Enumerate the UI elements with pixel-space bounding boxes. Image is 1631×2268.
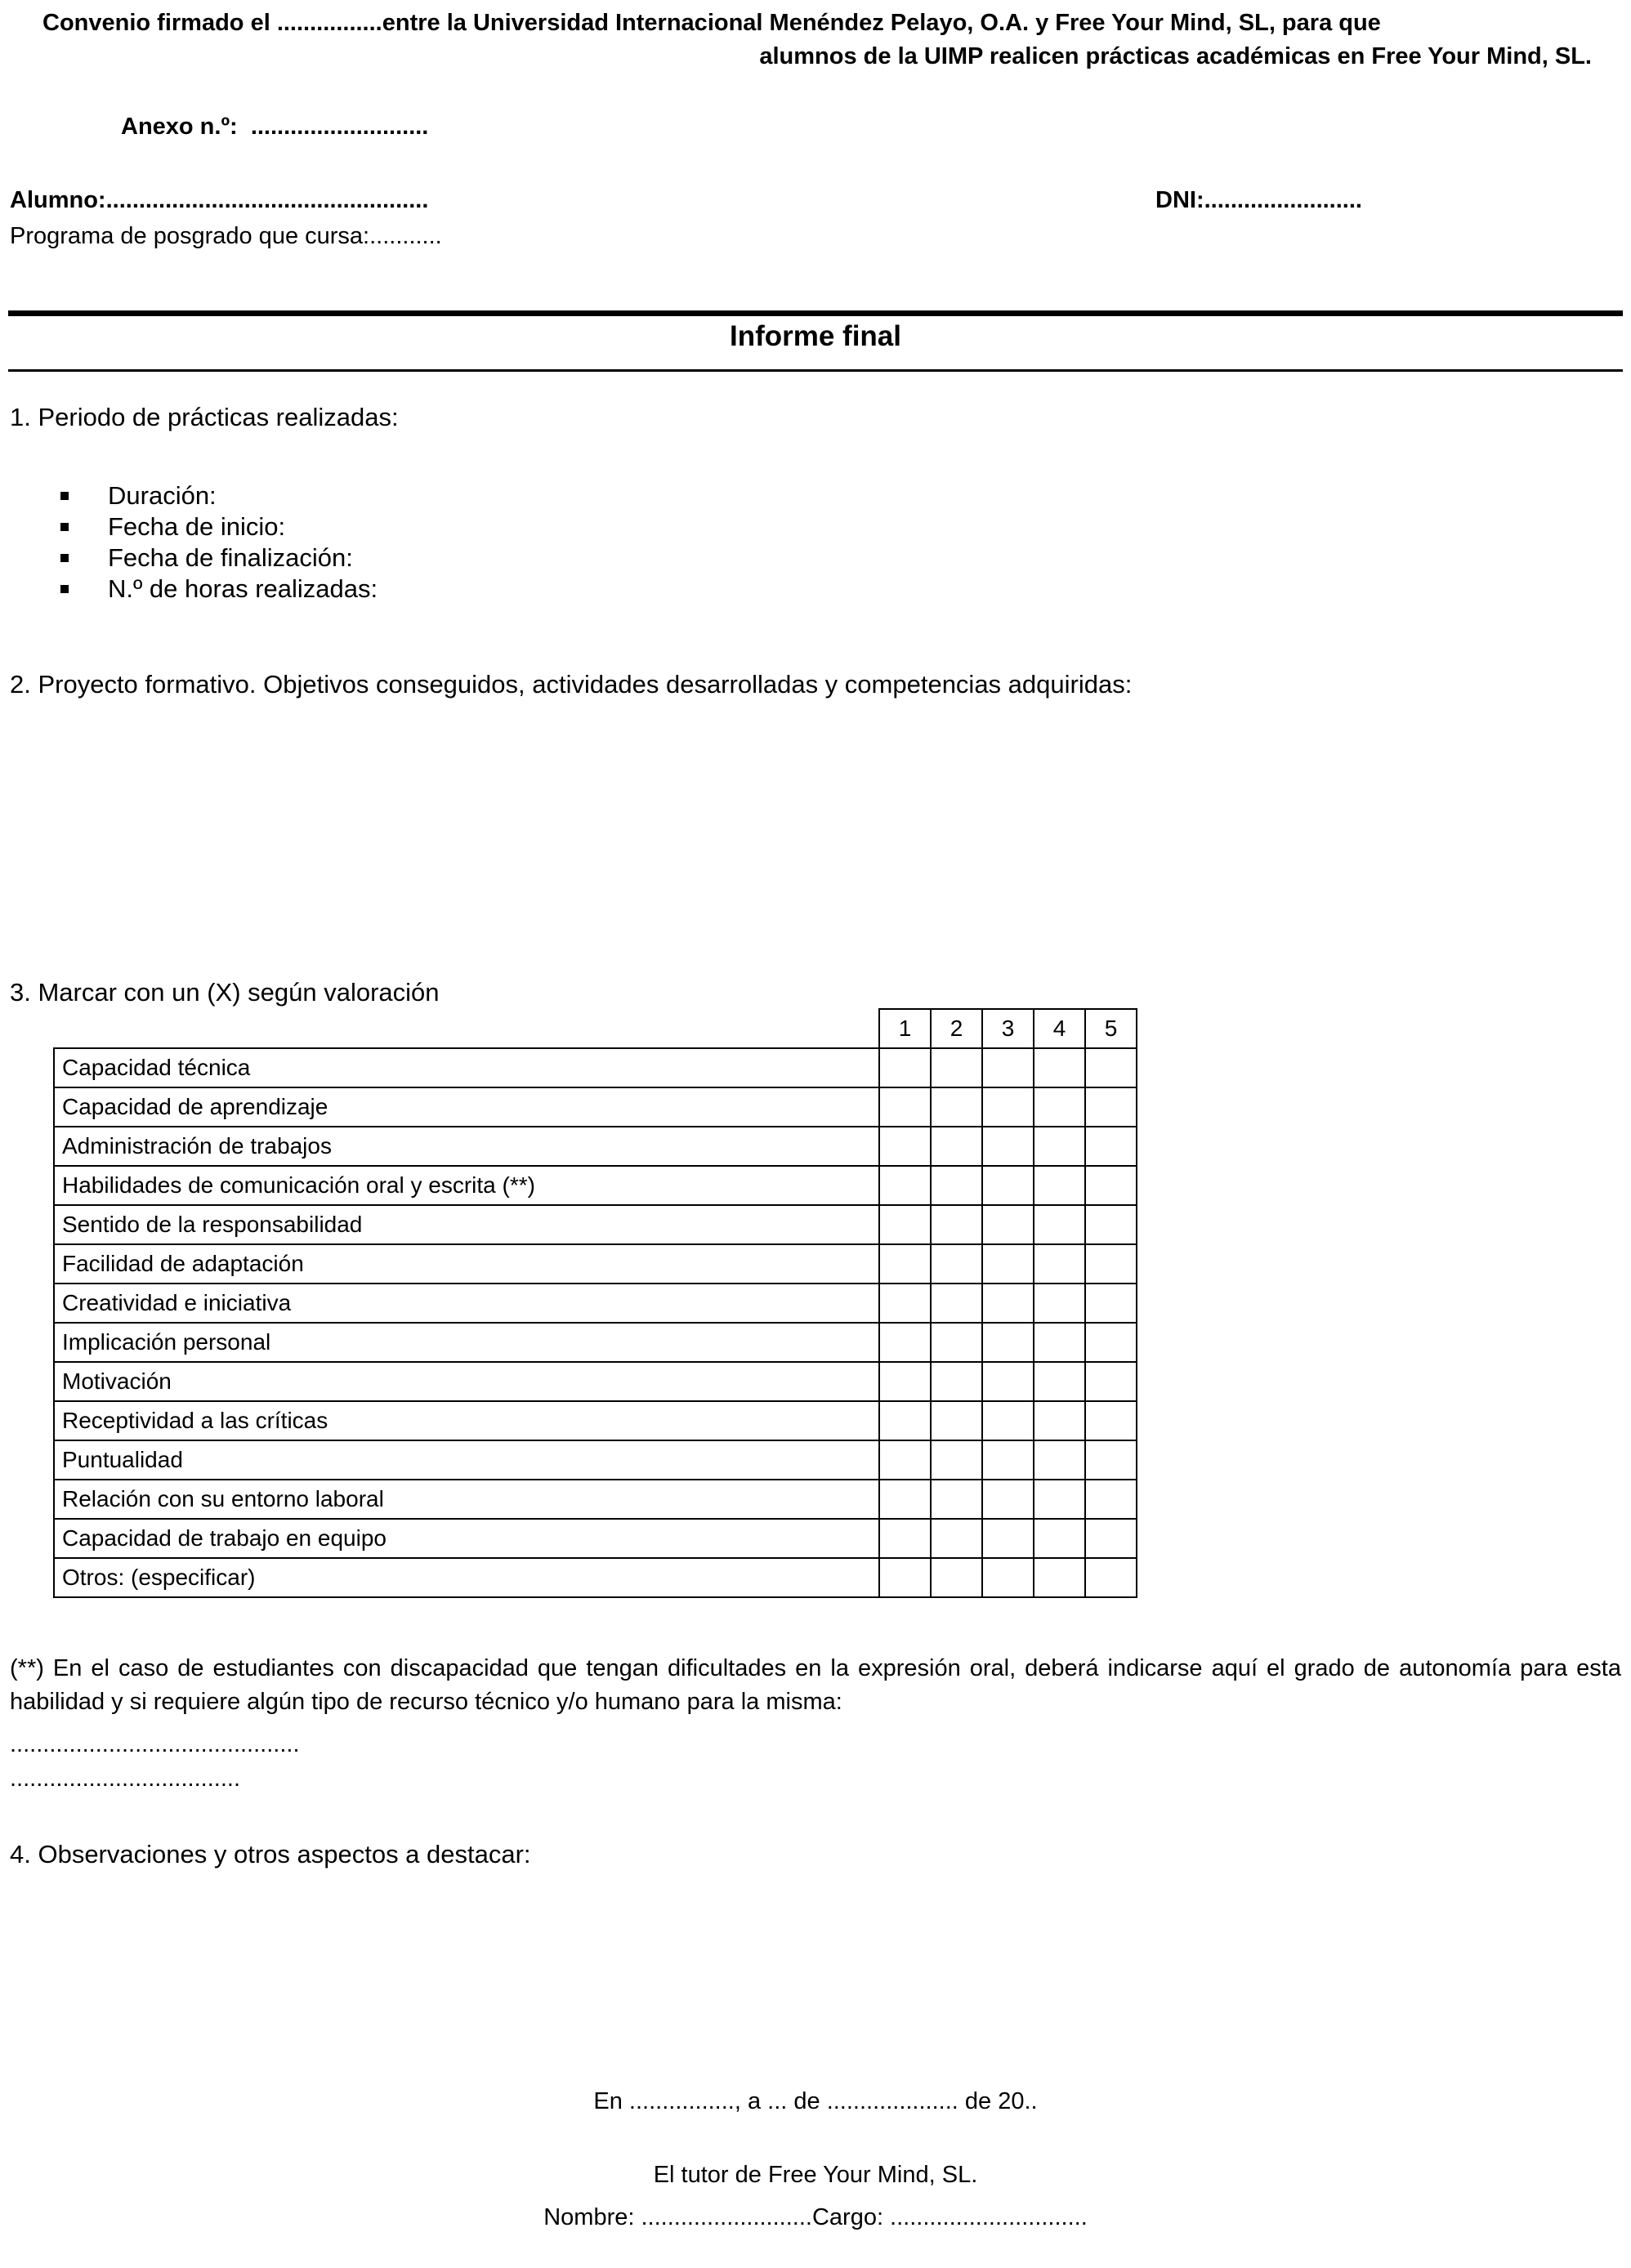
score-checkbox-cell-3[interactable] bbox=[982, 1127, 1034, 1166]
table-row bbox=[54, 1480, 1137, 1519]
footnote-paragraph: (**) En el caso de estudiantes con discapacidad que tengan dificultades en la expresión oral, deberá indicarse aquí el grado de autonomía para esta habilidad y si requiere algún tipo de recurso técnico y/o humano para la misma: bbox=[10, 1655, 1621, 1716]
score-checkbox-cell-2[interactable] bbox=[931, 1440, 982, 1480]
title-rule-top bbox=[8, 310, 1623, 316]
criterion-label: Puntualidad bbox=[54, 1440, 879, 1480]
criterion-label: Receptividad a las críticas bbox=[54, 1401, 879, 1440]
footnote-dotted-line-1[interactable]: ............................................ bbox=[10, 1731, 300, 1757]
signature-place-date-line[interactable]: En ................, a ... de .................... de 20.. bbox=[593, 2088, 1038, 2114]
score-checkbox-cell-2[interactable] bbox=[931, 1127, 982, 1166]
score-checkbox-cell-2[interactable] bbox=[931, 1284, 982, 1323]
criterion-label: Habilidades de comunicación oral y escrita (**) bbox=[54, 1166, 879, 1205]
title-rule-bottom bbox=[8, 369, 1623, 372]
table-corner-cell bbox=[54, 1009, 879, 1048]
table-row bbox=[54, 1558, 1137, 1597]
rating-table-container bbox=[53, 1008, 1137, 1598]
section-4-heading: 4. Observaciones y otros aspectos a destacar: bbox=[10, 1840, 531, 1868]
score-checkbox-cell-4[interactable] bbox=[1034, 1323, 1085, 1362]
score-header-4: 4 bbox=[1034, 1009, 1085, 1048]
square-bullet-icon bbox=[60, 554, 69, 562]
score-header-1: 1 bbox=[879, 1009, 931, 1048]
score-checkbox-cell-4[interactable] bbox=[1034, 1362, 1085, 1401]
footnote-dotted-line-2[interactable]: ................................... bbox=[10, 1766, 240, 1792]
score-checkbox-cell-5[interactable] bbox=[1085, 1440, 1137, 1480]
score-checkbox-cell-5[interactable] bbox=[1085, 1127, 1137, 1166]
table-header-row bbox=[54, 1009, 1137, 1048]
score-checkbox-cell-5[interactable] bbox=[1085, 1087, 1137, 1127]
signature-name-position-line[interactable]: Nombre: ..........................Cargo: .............................. bbox=[543, 2204, 1088, 2230]
score-checkbox-cell-4[interactable] bbox=[1034, 1284, 1085, 1323]
score-checkbox-cell-2[interactable] bbox=[931, 1558, 982, 1597]
score-checkbox-cell-1[interactable] bbox=[879, 1480, 931, 1519]
score-header-2: 2 bbox=[931, 1009, 982, 1048]
score-checkbox-cell-1[interactable] bbox=[879, 1205, 931, 1244]
score-checkbox-cell-4[interactable] bbox=[1034, 1205, 1085, 1244]
criterion-label: Capacidad técnica bbox=[54, 1048, 879, 1087]
table-row bbox=[54, 1087, 1137, 1127]
list-item-label: Duración: bbox=[108, 481, 217, 510]
score-checkbox-cell-5[interactable] bbox=[1085, 1480, 1137, 1519]
score-checkbox-cell-2[interactable] bbox=[931, 1362, 982, 1401]
table-row bbox=[54, 1244, 1137, 1284]
score-checkbox-cell-3[interactable] bbox=[982, 1244, 1034, 1284]
score-checkbox-cell-4[interactable] bbox=[1034, 1244, 1085, 1284]
score-checkbox-cell-2[interactable] bbox=[931, 1480, 982, 1519]
list-item-label: Fecha de finalización: bbox=[108, 543, 353, 573]
score-checkbox-cell-3[interactable] bbox=[982, 1087, 1034, 1127]
section-2-heading: 2. Proyecto formativo. Objetivos conseguidos, actividades desarrolladas y competencias adquiridas: bbox=[10, 670, 1133, 699]
programa-posgrado-field[interactable]: Programa de posgrado que cursa:........... bbox=[10, 223, 442, 249]
criterion-label: Capacidad de trabajo en equipo bbox=[54, 1519, 879, 1558]
score-checkbox-cell-5[interactable] bbox=[1085, 1284, 1137, 1323]
score-checkbox-cell-2[interactable] bbox=[931, 1087, 982, 1127]
score-checkbox-cell-1[interactable] bbox=[879, 1519, 931, 1558]
list-item-label: N.º de horas realizadas: bbox=[108, 574, 378, 604]
score-checkbox-cell-2[interactable] bbox=[931, 1205, 982, 1244]
table-row bbox=[54, 1127, 1137, 1166]
table-row bbox=[54, 1323, 1137, 1362]
alumno-field[interactable]: Alumno:................................................. bbox=[10, 187, 429, 213]
score-checkbox-cell-3[interactable] bbox=[982, 1048, 1034, 1087]
score-checkbox-cell-2[interactable] bbox=[931, 1048, 982, 1087]
list-item bbox=[10, 511, 378, 542]
score-checkbox-cell-2[interactable] bbox=[931, 1401, 982, 1440]
section-3-heading: 3. Marcar con un (X) según valoración bbox=[10, 978, 440, 1007]
score-checkbox-cell-3[interactable] bbox=[982, 1323, 1034, 1362]
anexo-number-field[interactable]: Anexo n.º: ........................... bbox=[121, 114, 429, 140]
score-checkbox-cell-4[interactable] bbox=[1034, 1401, 1085, 1440]
convenio-line-2: alumnos de la UIMP realicen prácticas académicas en Free Your Mind, SL. bbox=[759, 43, 1592, 70]
score-checkbox-cell-3[interactable] bbox=[982, 1284, 1034, 1323]
score-checkbox-cell-1[interactable] bbox=[879, 1362, 931, 1401]
criterion-label: Administración de trabajos bbox=[54, 1127, 879, 1166]
score-checkbox-cell-3[interactable] bbox=[982, 1362, 1034, 1401]
table-row bbox=[54, 1362, 1137, 1401]
score-checkbox-cell-5[interactable] bbox=[1085, 1401, 1137, 1440]
score-checkbox-cell-3[interactable] bbox=[982, 1440, 1034, 1480]
score-checkbox-cell-2[interactable] bbox=[931, 1323, 982, 1362]
criterion-label: Sentido de la responsabilidad bbox=[54, 1205, 879, 1244]
score-checkbox-cell-4[interactable] bbox=[1034, 1127, 1085, 1166]
score-checkbox-cell-1[interactable] bbox=[879, 1048, 931, 1087]
score-checkbox-cell-4[interactable] bbox=[1034, 1087, 1085, 1127]
score-checkbox-cell-1[interactable] bbox=[879, 1127, 931, 1166]
score-checkbox-cell-5[interactable] bbox=[1085, 1166, 1137, 1205]
score-checkbox-cell-5[interactable] bbox=[1085, 1244, 1137, 1284]
score-checkbox-cell-5[interactable] bbox=[1085, 1205, 1137, 1244]
period-bullet-list bbox=[10, 480, 378, 605]
score-checkbox-cell-5[interactable] bbox=[1085, 1362, 1137, 1401]
criterion-label: Motivación bbox=[54, 1362, 879, 1401]
score-checkbox-cell-1[interactable] bbox=[879, 1087, 931, 1127]
signature-tutor-line: El tutor de Free Your Mind, SL. bbox=[653, 2162, 978, 2188]
score-checkbox-cell-5[interactable] bbox=[1085, 1519, 1137, 1558]
score-checkbox-cell-3[interactable] bbox=[982, 1480, 1034, 1519]
rating-table bbox=[53, 1008, 1137, 1598]
table-row bbox=[54, 1205, 1137, 1244]
score-checkbox-cell-2[interactable] bbox=[931, 1244, 982, 1284]
square-bullet-icon bbox=[60, 585, 69, 593]
score-checkbox-cell-2[interactable] bbox=[931, 1519, 982, 1558]
score-checkbox-cell-4[interactable] bbox=[1034, 1480, 1085, 1519]
square-bullet-icon bbox=[60, 523, 69, 531]
table-row bbox=[54, 1401, 1137, 1440]
list-item bbox=[10, 542, 378, 574]
score-header-3: 3 bbox=[982, 1009, 1034, 1048]
convenio-line-1: Convenio firmado el ................entre la Universidad Internacional Menéndez Pelayo, O.A. y Free Your Mind, SL, para que bbox=[42, 10, 1381, 36]
score-checkbox-cell-4[interactable] bbox=[1034, 1166, 1085, 1205]
score-checkbox-cell-4[interactable] bbox=[1034, 1048, 1085, 1087]
table-row bbox=[54, 1440, 1137, 1480]
table-row bbox=[54, 1284, 1137, 1323]
table-row bbox=[54, 1166, 1137, 1205]
score-checkbox-cell-4[interactable] bbox=[1034, 1519, 1085, 1558]
page-title: Informe final bbox=[729, 320, 902, 352]
criterion-label: Capacidad de aprendizaje bbox=[54, 1087, 879, 1127]
score-checkbox-cell-1[interactable] bbox=[879, 1323, 931, 1362]
score-checkbox-cell-4[interactable] bbox=[1034, 1558, 1085, 1597]
score-checkbox-cell-3[interactable] bbox=[982, 1205, 1034, 1244]
dni-field[interactable]: DNI:........................ bbox=[1155, 187, 1362, 213]
section-1-heading: 1. Periodo de prácticas realizadas: bbox=[10, 403, 399, 431]
score-checkbox-cell-2[interactable] bbox=[931, 1166, 982, 1205]
score-checkbox-cell-3[interactable] bbox=[982, 1401, 1034, 1440]
score-checkbox-cell-1[interactable] bbox=[879, 1401, 931, 1440]
criterion-label: Otros: (especificar) bbox=[54, 1558, 879, 1597]
score-checkbox-cell-1[interactable] bbox=[879, 1244, 931, 1284]
score-header-5: 5 bbox=[1085, 1009, 1137, 1048]
convenio-header bbox=[42, 7, 1592, 74]
list-item bbox=[10, 574, 378, 605]
list-item bbox=[10, 480, 378, 511]
score-checkbox-cell-1[interactable] bbox=[879, 1284, 931, 1323]
score-checkbox-cell-5[interactable] bbox=[1085, 1558, 1137, 1597]
criterion-label: Implicación personal bbox=[54, 1323, 879, 1362]
score-checkbox-cell-1[interactable] bbox=[879, 1440, 931, 1480]
table-row bbox=[54, 1519, 1137, 1558]
score-checkbox-cell-5[interactable] bbox=[1085, 1048, 1137, 1087]
rating-table-body bbox=[54, 1048, 1137, 1597]
score-checkbox-cell-3[interactable] bbox=[982, 1166, 1034, 1205]
score-checkbox-cell-3[interactable] bbox=[982, 1558, 1034, 1597]
criterion-label: Relación con su entorno laboral bbox=[54, 1480, 879, 1519]
table-row bbox=[54, 1048, 1137, 1087]
list-item-label: Fecha de inicio: bbox=[108, 512, 286, 542]
score-checkbox-cell-1[interactable] bbox=[879, 1166, 931, 1205]
score-checkbox-cell-1[interactable] bbox=[879, 1558, 931, 1597]
criterion-label: Creatividad e iniciativa bbox=[54, 1284, 879, 1323]
criterion-label: Facilidad de adaptación bbox=[54, 1244, 879, 1284]
score-checkbox-cell-4[interactable] bbox=[1034, 1440, 1085, 1480]
square-bullet-icon bbox=[60, 492, 69, 500]
score-checkbox-cell-5[interactable] bbox=[1085, 1323, 1137, 1362]
score-checkbox-cell-3[interactable] bbox=[982, 1519, 1034, 1558]
